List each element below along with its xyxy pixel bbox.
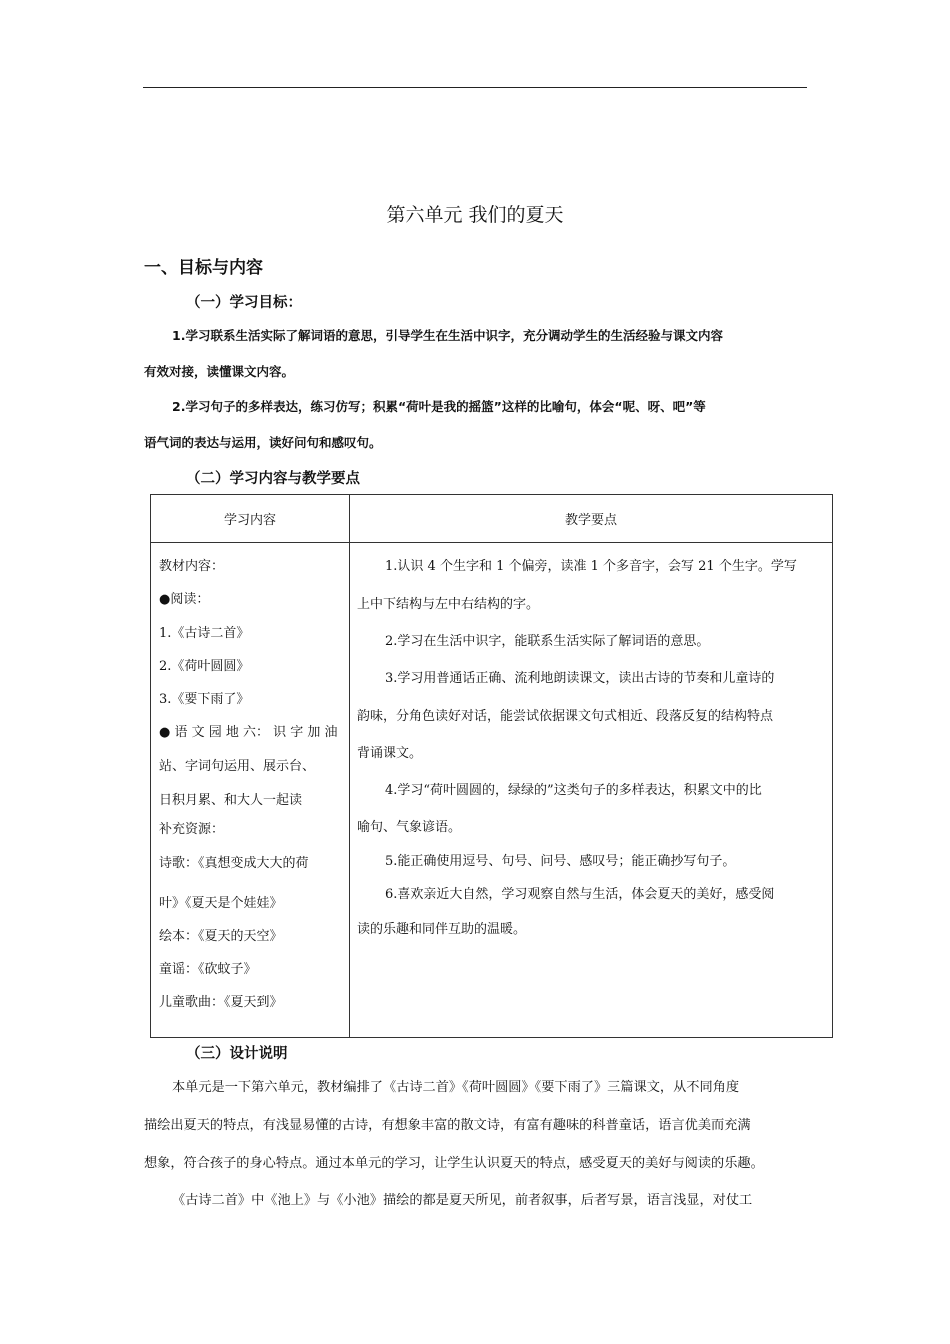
content-line: 站、字词句运用、展示台、 bbox=[159, 759, 316, 774]
table-header-content: 学习内容 bbox=[151, 495, 350, 543]
section-heading: 一、目标与内容 bbox=[144, 258, 263, 278]
content-line: 诗歌：《真想变成大大的荷 bbox=[159, 856, 309, 871]
content-line: 叶》《夏天是个娃娃》 bbox=[159, 896, 283, 911]
points-cell bbox=[350, 543, 833, 1038]
subheading-design: （三）设计说明 bbox=[186, 1046, 288, 1062]
point-line: 背诵课文。 bbox=[357, 746, 423, 761]
design-line: 《古诗二首》中《池上》与《小池》描绘的都是夏天所见，前者叙事，后者写景，语言浅显，对仗工 bbox=[172, 1193, 753, 1208]
content-line: 教材内容： bbox=[159, 559, 225, 574]
content-line: 童谣：《砍蚊子》 bbox=[159, 962, 257, 977]
design-line: 描绘出夏天的特点，有浅显易懂的古诗，有想象丰富的散文诗，有富有趣味的科普童话，语言优美而充满 bbox=[144, 1118, 751, 1133]
content-line: ● 语 文 园 地 六： 识 字 加 油 bbox=[159, 725, 338, 740]
content-line: 儿童歌曲：《夏天到》 bbox=[159, 995, 283, 1010]
goal-line: 2.学习句子的多样表达，练习仿写；积累“荷叶是我的摇篮”这样的比喻句，体会“呢、呀、吧”等 bbox=[172, 399, 706, 414]
point-line: 3.学习用普通话正确、流利地朗读课文，读出古诗的节奏和儿童诗的 bbox=[385, 671, 775, 686]
design-line: 本单元是一下第六单元，教材编排了《古诗二首》《荷叶圆圆》《要下雨了》三篇课文，从不同角度 bbox=[172, 1080, 740, 1095]
point-line: 喻句、气象谚语。 bbox=[357, 820, 462, 835]
design-line: 想象，符合孩子的身心特点。通过本单元的学习，让学生认识夏天的特点，感受夏天的美好与阅读的乐趣。 bbox=[144, 1156, 764, 1171]
content-line: 2.《荷叶圆圆》 bbox=[159, 659, 250, 674]
content-line: ●阅读： bbox=[159, 592, 210, 607]
page-title: 第六单元 我们的夏天 bbox=[386, 204, 564, 226]
header-rule bbox=[143, 87, 807, 88]
point-line: 读的乐趣和同伴互助的温暖。 bbox=[357, 922, 527, 937]
table-header-points: 教学要点 bbox=[350, 495, 833, 543]
goal-line: 有效对接，读懂课文内容。 bbox=[144, 364, 295, 379]
point-line: 4.学习“荷叶圆圆的，绿绿的”这类句子的多样表达，积累文中的比 bbox=[385, 783, 762, 798]
point-line: 2.学习在生活中识字，能联系生活实际了解词语的意思。 bbox=[385, 634, 710, 649]
content-line: 1.《古诗二首》 bbox=[159, 626, 250, 641]
content-line: 3.《要下雨了》 bbox=[159, 692, 250, 707]
point-line: 6.喜欢亲近大自然，学习观察自然与生活，体会夏天的美好，感受阅 bbox=[385, 887, 775, 902]
goal-line: 1.学习联系生活实际了解词语的意思，引导学生在生活中识字，充分调动学生的生活经验与课文内容 bbox=[172, 328, 723, 343]
subheading-content: （二）学习内容与教学要点 bbox=[186, 471, 360, 487]
content-line: 日积月累、和大人一起读 bbox=[159, 793, 303, 808]
subheading-goals: （一）学习目标： bbox=[186, 295, 302, 311]
content-table bbox=[150, 494, 833, 1038]
content-line: 补充资源： bbox=[159, 822, 225, 837]
point-line: 5.能正确使用逗号、句号、问号、感叹号；能正确抄写句子。 bbox=[385, 854, 736, 869]
content-line: 绘本：《夏天的天空》 bbox=[159, 929, 283, 944]
point-line: 1.认识 4 个生字和 1 个偏旁，读准 1 个多音字，会写 21 个生字。学写 bbox=[385, 559, 797, 574]
point-line: 韵味，分角色读好对话，能尝试依据课文句式相近、段落反复的结构特点 bbox=[357, 709, 774, 724]
content-cell bbox=[151, 543, 350, 1038]
goal-line: 语气词的表达与运用，读好问句和感叹句。 bbox=[144, 435, 382, 450]
point-line: 上中下结构与左中右结构的字。 bbox=[357, 597, 540, 612]
